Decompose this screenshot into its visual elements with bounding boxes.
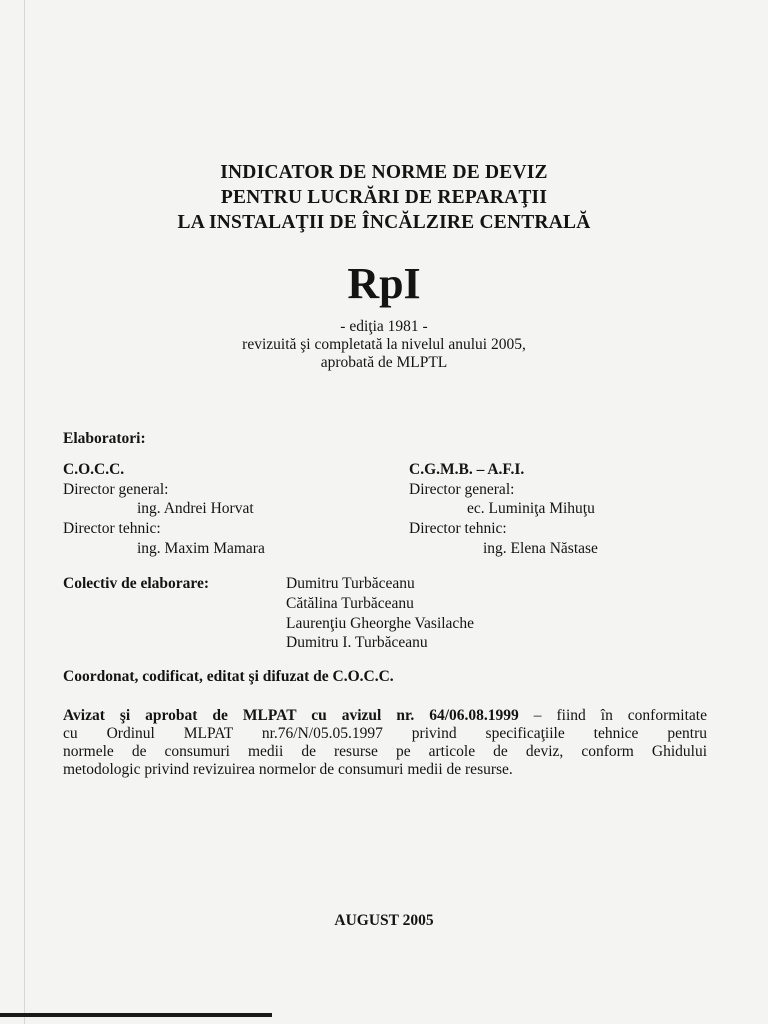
edition-line: revizuită şi completată la nivelul anului 2005, <box>242 336 526 353</box>
avizat-line: cu Ordinul MLPAT nr.76/N/05.05.1997 privind specificaţiile tehnice pentru <box>63 725 707 742</box>
title-line: PENTRU LUCRĂRI DE REPARAŢII <box>220 187 548 208</box>
org-right-director-general-name: ec. Luminiţa Mihuţu <box>467 500 595 517</box>
avizat-line: metodologic privind revizuirea normelor de consumuri medii de resurse. <box>63 761 513 778</box>
colectiv-member: Laurenţiu Gheorghe Vasilache <box>286 615 474 632</box>
edition-block <box>0 318 768 372</box>
bottom-rule <box>0 1013 272 1017</box>
title-line: LA INSTALAŢII DE ÎNCĂLZIRE CENTRALĂ <box>177 212 591 233</box>
avizat-line: normele de consumuri medii de resurse pe articole de deviz, conform Ghidului <box>63 743 707 760</box>
avizat-rest-text: – fiind în conformitate <box>518 707 707 724</box>
edition-line: aprobată de MLPTL <box>320 354 448 371</box>
elaboratori-label: Elaboratori: <box>63 430 146 447</box>
org-left-director-general-name: ing. Andrei Horvat <box>137 500 254 517</box>
org-right-director-tehnic-name: ing. Elena Năstase <box>483 540 598 557</box>
org-right-name: C.G.M.B. – A.F.I. <box>409 461 525 478</box>
org-left-director-tehnic-name: ing. Maxim Mamara <box>137 540 265 557</box>
coordonat-line: Coordonat, codificat, editat şi difuzat de C.O.C.C. <box>63 668 394 685</box>
colectiv-member: Cătălina Turbăceanu <box>286 595 414 612</box>
colectiv-label: Colectiv de elaborare: <box>63 575 210 592</box>
org-right-director-general-label: Director general: <box>409 481 515 498</box>
org-right-director-tehnic-label: Director tehnic: <box>409 520 507 537</box>
scan-edge-line <box>24 0 25 1024</box>
document-title <box>0 160 768 235</box>
org-left-director-general-label: Director general: <box>63 481 169 498</box>
document-date: AUGUST 2005 <box>334 912 434 929</box>
avizat-paragraph <box>63 707 707 779</box>
colectiv-member: Dumitru Turbăceanu <box>286 575 415 592</box>
edition-line: - ediţia 1981 - <box>340 318 428 335</box>
avizat-line-first <box>63 707 707 725</box>
title-line: INDICATOR DE NORME DE DEVIZ <box>220 162 548 183</box>
org-left-director-tehnic-label: Director tehnic: <box>63 520 161 537</box>
document-code: RpI <box>347 259 421 308</box>
colectiv-member: Dumitru I. Turbăceanu <box>286 634 428 651</box>
avizat-bold-text: Avizat şi aprobat de MLPAT cu avizul nr. 64/06.08.1999 <box>63 707 519 724</box>
org-left-name: C.O.C.C. <box>63 461 125 478</box>
